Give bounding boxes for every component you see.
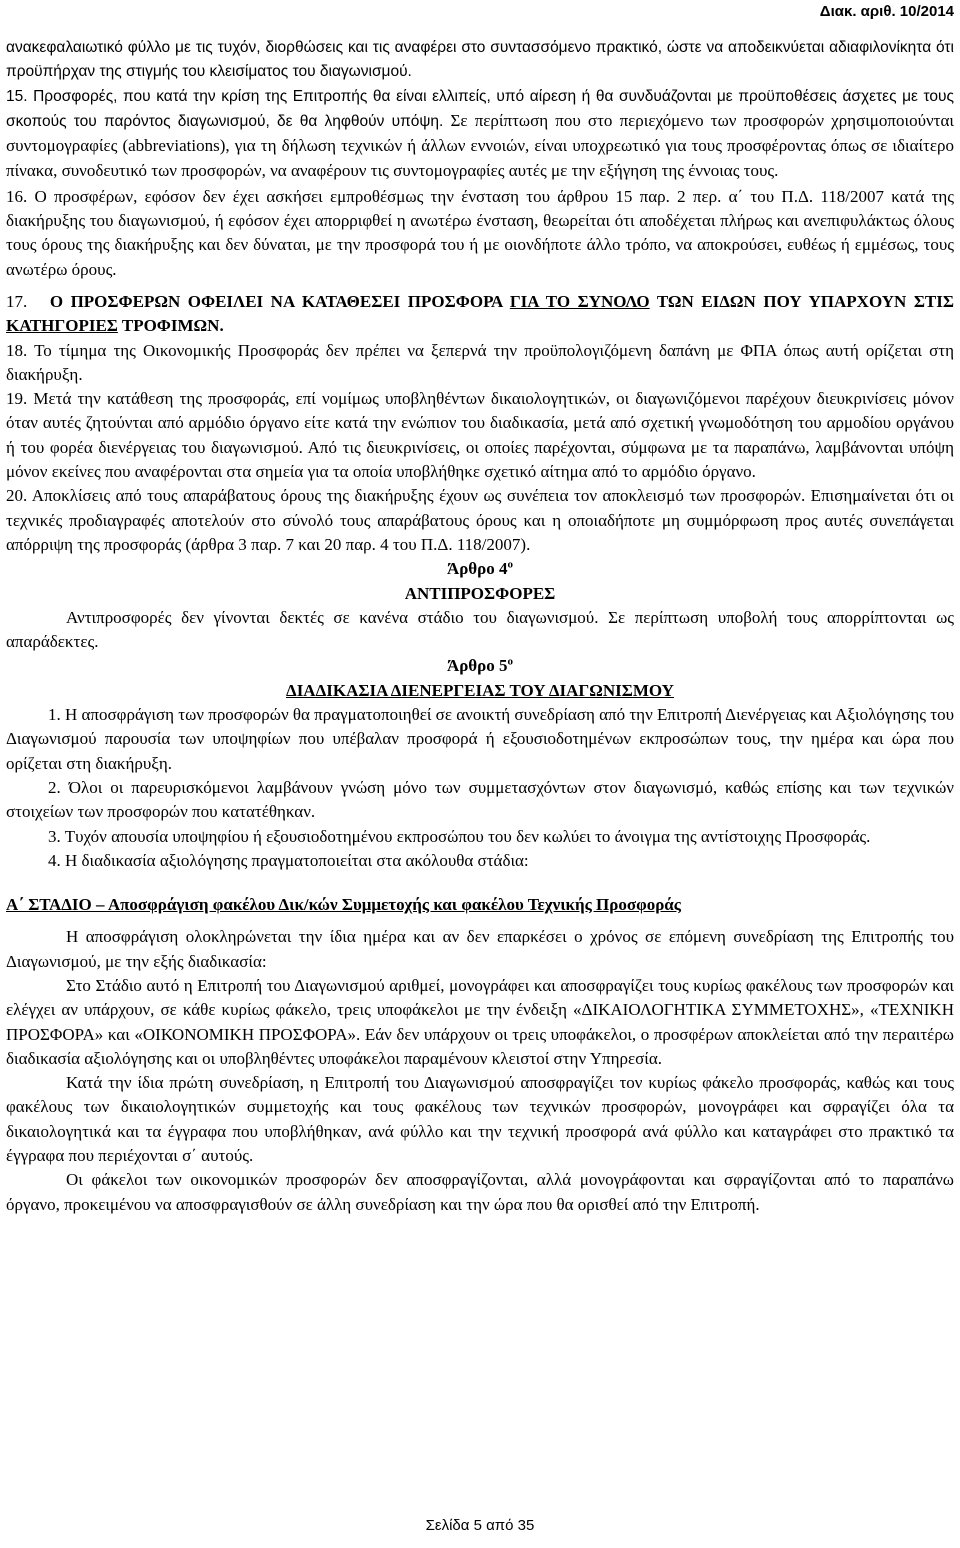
paragraph-17-text-5: ΤΡΟΦΙΜΩΝ. (117, 316, 224, 336)
article-4-sup: ο (507, 558, 514, 571)
stage-a-title: Α΄ ΣΤΑΔΙΟ – Αποσφράγιση φακέλου Δικ/κών Συμμετοχής και φακέλου Τεχνικής Προσφοράς (6, 895, 681, 915)
article-5-item-4: 4. Η διαδικασία αξιολόγησης πραγματοποιείται στα ακόλουθα στάδια: (48, 850, 529, 870)
article-5-title: ΔΙΑΔΙΚΑΣΙΑ ΔΙΕΝΕΡΓΕΙΑΣ ΤΟΥ ΔΙΑΓΩΝΙΣΜΟΥ (286, 680, 674, 700)
article-5-item-2: 2. Όλοι οι παρευρισκόμενοι λαμβάνουν γνώση μόνο των συμμετασχόντων στον διαγωνισμό, καθώς επίσης και των τεχνικών στοιχείων των προσφορών που κατατέθηκαν. (6, 777, 954, 822)
paragraph-15-part-a: 15. Προσφορές, που κατά την κρίση της Επιτροπής θα είναι ελλιπείς, υπό αίρεση ή θα συνδυάζονται με προϋποθέσεις άσχετες με τους σκοπούς του παρόντος διαγωνισμού, δε θα ληφθούν υπόψη. (6, 87, 954, 130)
paragraph-18: 18. Το τίμημα της Οικονομικής Προσφοράς δεν πρέπει να ξεπερνά την προϋπολογιζόμενη δαπάνη με ΦΠΑ όπως αυτή ορίζεται στη διακήρυξη. (6, 340, 954, 384)
paragraph-17-text-2: ΓΙΑ ΤΟ ΣΥΝΟΛΟ (509, 291, 650, 311)
document-reference: Διακ. αριθ. 10/2014 (819, 3, 954, 20)
paragraph-17-number: 17. (6, 291, 28, 311)
article-4-text: Αντιπροσφορές δεν γίνονται δεκτές σε κανένα στάδιο του διαγωνισμού. Σε περίπτωση υποβολή τους απορρίπτονται ως απαράδεκτες. (6, 607, 954, 652)
page-number: Σελίδα 5 από 35 (425, 1517, 535, 1534)
paragraph-15 (6, 85, 954, 185)
paragraph-17-text-3: ΤΩΝ ΕΙΔΩΝ ΠΟΥ ΥΠΑΡΧΟΥΝ ΣΤΙΣ (649, 291, 954, 311)
paragraph-19: 19. Μετά την κατάθεση της προσφοράς, επί νομίμως υποβληθέντων δικαιολογητικών, οι διαγωνιζόμενοι παρέχουν διευκρινίσεις μόνον όταν αυτές ζητούνται από αρμόδιο όργανο είτε κατά την ενώπιον του διαδικασία, μετά από σχετική γνωμοδότηση του αρμοδίου οργάνου ή του φορέα διενέργειας του διαγωνισμού. Από τις διευκρινίσεις, οι οποίες παρέχονται, σύμφωνα με τα παραπάνω, λαμβάνονται υπόψη μόνον εκείνες που αναφέρονται στα σημεία για τα οποία υποβλήθηκε σχετικό αίτημα από το αρμόδιο όργανο. (6, 389, 954, 482)
stage-a-paragraph-1: Η αποσφράγιση ολοκληρώνεται την ίδια ημέρα και αν δεν επαρκέσει ο χρόνος σε επόμενη συνεδρίαση της Επιτροπής του Διαγωνισμού, με την εξής διαδικασία: (6, 927, 954, 971)
spacer (6, 282, 954, 290)
spacer (6, 917, 954, 925)
paragraph-20: 20. Αποκλίσεις από τους απαράβατους όρους της διακήρυξης έχουν ως συνέπεια τον αποκλεισμό των προσφορών. Επισημαίνεται ότι οι τεχνικές προδιαγραφές αποτελούν στο σύνολό τους απαράβατους όρους και η οποιαδήποτε μη συμμόρφωση προς αυτές συνεπάγεται απόρριψη της προσφοράς (άρθρα 3 παρ. 7 και 20 παρ. 4 του Π.Δ. 118/2007). (6, 486, 954, 554)
paragraph-16: 16. Ο προσφέρων, εφόσον δεν έχει ασκήσει εμπροθέσμως την ένσταση του άρθρου 15 παρ. 2 περ. α΄ του Π.Δ. 118/2007 κατά της διακήρυξης του διαγωνισμού, ή εφόσον έχει απορριφθεί η ανωτέρω ένσταση, θεωρείται ότι αποδέχεται πλήρως και ανεπιφυλάκτως όλους τους όρους της διακήρυξης και δεν δύναται, με την προσφορά του ή με οιονδήποτε άλλο τρόπο, να αποκρούσει, ευθέως ή εμμέσως, τους ανωτέρω όρους. (6, 186, 954, 279)
article-4-title: ΑΝΤΙΠΡΟΣΦΟΡΕΣ (404, 583, 556, 603)
article-5-item-1: 1. Η αποσφράγιση των προσφορών θα πραγματοποιηθεί σε ανοικτή συνεδρίαση από την Επιτροπή Διενέργειας και Αξιολόγησης του Διαγωνισμού παρουσία των υποψηφίων που υπέβαλαν προσφορά ή εξουσιοδοτημένων εκπροσώπων τους, την ημέρα και ώρα που ορίζεται στη διακήρυξη. (6, 705, 954, 773)
article-5-sup: ο (507, 655, 514, 668)
document-body (6, 36, 954, 1217)
paragraph-17-text-1: Ο ΠΡΟΣΦΕΡΩΝ ΟΦΕΙΛΕΙ ΝΑ ΚΑΤΑΘΕΣΕΙ ΠΡΟΣΦΟΡΑ (49, 291, 510, 311)
spacer (6, 873, 954, 893)
article-5-label: Άρθρο 5 (446, 656, 508, 676)
article-5-heading (6, 654, 954, 678)
paragraph-17-text-4: ΚΑΤΗΓΟΡΙΕΣ (6, 316, 118, 336)
stage-a-paragraph-3: Κατά την ίδια πρώτη συνεδρίαση, η Επιτροπή του Διαγωνισμού αποσφραγίζει τον κυρίως φάκελο προσφοράς, καθώς και τους φακέλους των δικαιολογητικών συμμετοχής και τους φακέλους των τεχνικών προσφορών, μονογράφει και σφραγίζει όλα τα δικαιολογητικά και τα έγγραφα που υποβλήθηκαν, ανά φύλλο και την τεχνική προσφορά ανά φύλλο και καταγράφει στο πρακτικό τα έγγραφα που περιέχονται σ΄ αυτούς. (6, 1073, 954, 1166)
paragraph-15-part-b: Σε περίπτωση που στο περιεχόμενο των προσφορών χρησιμοποιούνται συντομογραφίες (abbreviations), για τη δήλωση τεχνικών ή άλλων εννοιών, είναι υποχρεωτικό για τους προσφέροντας όπως σε ιδιαίτερο πίνακα, συνοδευτικό των προσφορών, να αναφέρουν τις συντομογραφίες αυτές με την εξήγηση της έννοιας τους. (6, 110, 954, 181)
article-4-label: Άρθρο 4 (446, 559, 508, 579)
stage-a-paragraph-4: Οι φάκελοι των οικονομικών προσφορών δεν αποσφραγίζονται, αλλά μονογράφονται και σφραγίζονται από το παραπάνω όργανο, προκειμένου να αποσφραγισθούν σε άλλη συνεδρίαση και την ώρα που θα ορισθεί από την Επιτροπή. (6, 1170, 954, 1214)
article-5-item-3: 3. Τυχόν απουσία υποψηφίου ή εξουσιοδοτημένου εκπροσώπου του δεν κωλύει το άνοιγμα της αντίστοιχης Προσφοράς. (48, 826, 871, 846)
paragraph-17 (6, 290, 954, 339)
paragraph-14-continuation: ανακεφαλαιωτικό φύλλο με τις τυχόν, διορθώσεις και τις αναφέρει στο συντασσόμενο πρακτικό, ώστε να αποδεικνύεται αδιαφιλονίκητα ότι προϋπήρχαν της στιγμής του κλεισίματος του διαγωνισμού. (6, 39, 954, 81)
stage-a-paragraph-2: Στο Στάδιο αυτό η Επιτροπή του Διαγωνισμού αριθμεί, μονογράφει και αποσφραγίζει τους κυρίως φακέλους των προσφορών και ελέγχει αν υπάρχουν, σε κάθε κυρίως φάκελο, τρεις υποφάκελοι με την ένδειξη «ΔΙΚΑΙΟΛΟΓΗΤΙΚΑ ΣΥΜΜΕΤΟΧΗΣ», «ΤΕΧΝΙΚΗ ΠΡΟΣΦΟΡΑ» και «ΟΙΚΟΝΟΜΙΚΗ ΠΡΟΣΦΟΡΑ». Εάν δεν υπάρχουν οι τρεις υποφάκελοι, ο προσφέρων αποκλείεται από την περαιτέρω διαδικασία αξιολόγησης και οι υποβληθέντες υποφάκελοι παραμένουν κλειστοί στην Υπηρεσία. (6, 975, 954, 1068)
article-4-heading (6, 557, 954, 581)
